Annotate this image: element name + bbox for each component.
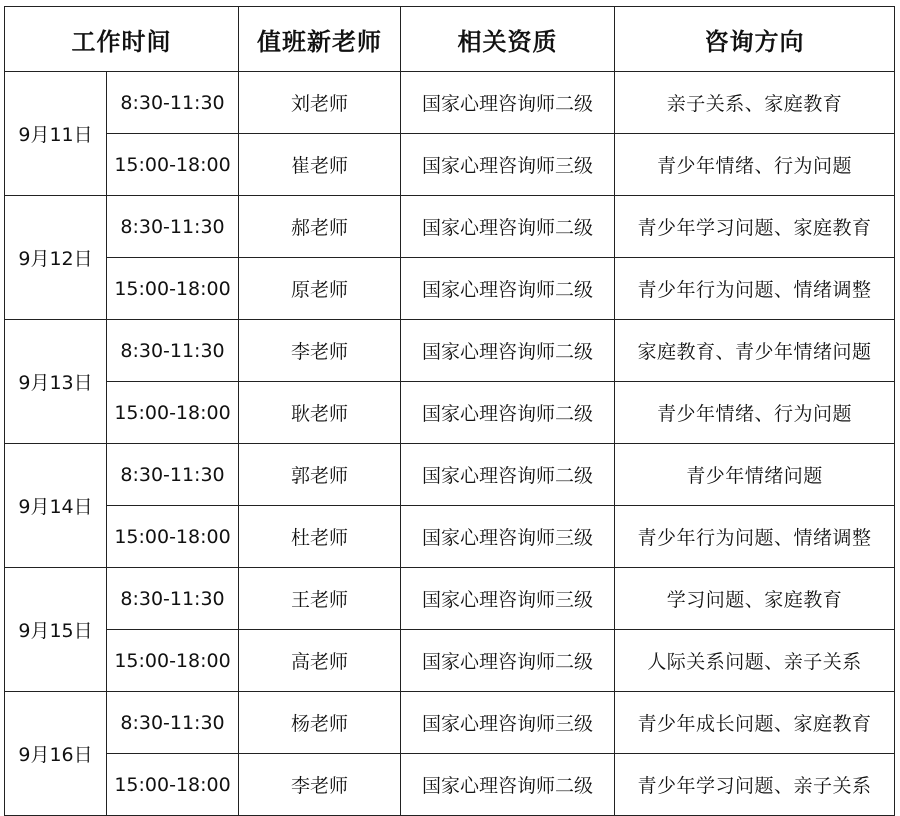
time-cell: 8:30-11:30 [107,568,239,630]
date-cell: 9月14日 [5,444,107,568]
duty-schedule-table [4,6,895,816]
direction-cell: 家庭教育、青少年情绪问题 [615,320,895,382]
qualification-cell: 国家心理咨询师三级 [401,692,615,754]
date-cell: 9月15日 [5,568,107,692]
date-cell: 9月16日 [5,692,107,816]
header-qualification: 相关资质 [401,7,615,72]
time-cell: 15:00-18:00 [107,382,239,444]
header-direction: 咨询方向 [615,7,895,72]
teacher-cell: 郝老师 [239,196,401,258]
teacher-cell: 刘老师 [239,72,401,134]
direction-cell: 青少年学习问题、家庭教育 [615,196,895,258]
table-row [5,196,895,258]
qualification-cell: 国家心理咨询师三级 [401,134,615,196]
time-cell: 8:30-11:30 [107,692,239,754]
table-row [5,692,895,754]
qualification-cell: 国家心理咨询师二级 [401,196,615,258]
table-row [5,72,895,134]
qualification-cell: 国家心理咨询师二级 [401,630,615,692]
qualification-cell: 国家心理咨询师二级 [401,320,615,382]
direction-cell: 学习问题、家庭教育 [615,568,895,630]
teacher-cell: 崔老师 [239,134,401,196]
teacher-cell: 杨老师 [239,692,401,754]
teacher-cell: 原老师 [239,258,401,320]
table-row [5,630,895,692]
teacher-cell: 王老师 [239,568,401,630]
teacher-cell: 耿老师 [239,382,401,444]
direction-cell: 青少年情绪、行为问题 [615,382,895,444]
qualification-cell: 国家心理咨询师二级 [401,754,615,816]
date-cell: 9月11日 [5,72,107,196]
time-cell: 8:30-11:30 [107,444,239,506]
qualification-cell: 国家心理咨询师三级 [401,506,615,568]
time-cell: 8:30-11:30 [107,72,239,134]
teacher-cell: 高老师 [239,630,401,692]
teacher-cell: 李老师 [239,320,401,382]
teacher-cell: 郭老师 [239,444,401,506]
time-cell: 15:00-18:00 [107,134,239,196]
direction-cell: 人际关系问题、亲子关系 [615,630,895,692]
table-row [5,382,895,444]
teacher-cell: 李老师 [239,754,401,816]
direction-cell: 青少年行为问题、情绪调整 [615,258,895,320]
direction-cell: 青少年情绪问题 [615,444,895,506]
qualification-cell: 国家心理咨询师二级 [401,444,615,506]
time-cell: 15:00-18:00 [107,630,239,692]
time-cell: 8:30-11:30 [107,320,239,382]
time-cell: 15:00-18:00 [107,506,239,568]
direction-cell: 青少年成长问题、家庭教育 [615,692,895,754]
header-teacher: 值班新老师 [239,7,401,72]
table-row [5,506,895,568]
header-row [5,7,895,72]
time-cell: 15:00-18:00 [107,754,239,816]
table-row [5,568,895,630]
header-work-time: 工作时间 [5,7,239,72]
direction-cell: 青少年学习问题、亲子关系 [615,754,895,816]
qualification-cell: 国家心理咨询师二级 [401,258,615,320]
direction-cell: 青少年行为问题、情绪调整 [615,506,895,568]
table-row [5,320,895,382]
direction-cell: 亲子关系、家庭教育 [615,72,895,134]
date-cell: 9月12日 [5,196,107,320]
direction-cell: 青少年情绪、行为问题 [615,134,895,196]
qualification-cell: 国家心理咨询师二级 [401,382,615,444]
table-row [5,444,895,506]
date-cell: 9月13日 [5,320,107,444]
qualification-cell: 国家心理咨询师二级 [401,72,615,134]
time-cell: 15:00-18:00 [107,258,239,320]
qualification-cell: 国家心理咨询师三级 [401,568,615,630]
table-row [5,754,895,816]
time-cell: 8:30-11:30 [107,196,239,258]
table-row [5,134,895,196]
teacher-cell: 杜老师 [239,506,401,568]
table-row [5,258,895,320]
